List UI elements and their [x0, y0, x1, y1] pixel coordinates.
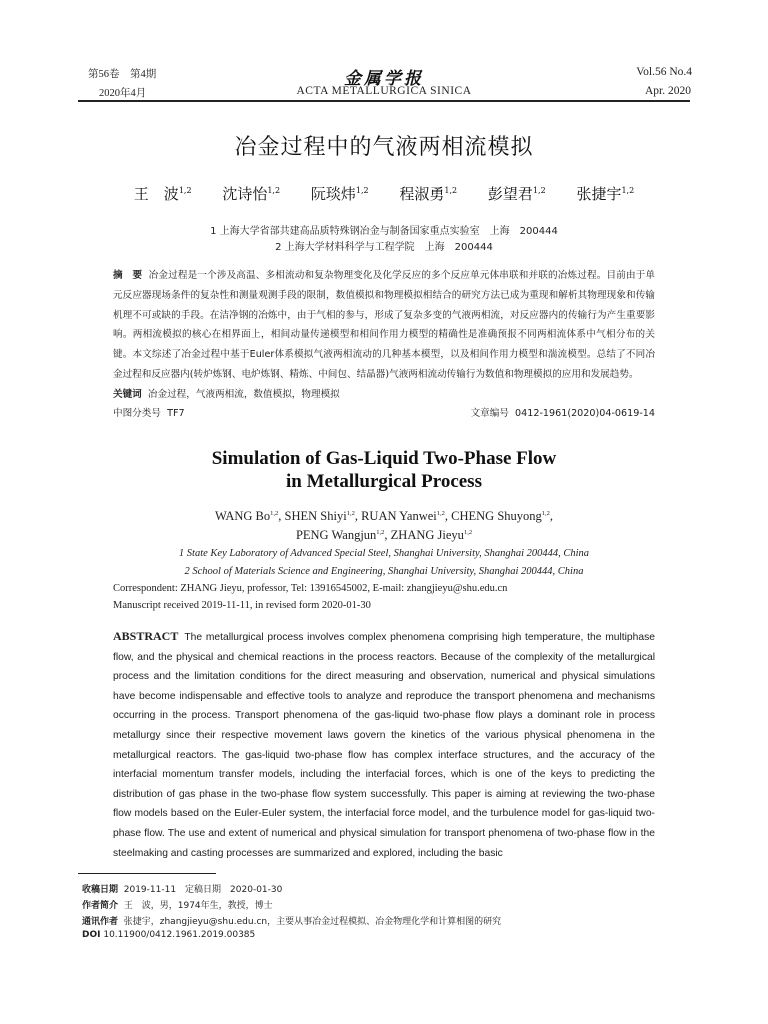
author-cn: 张捷宇$^{1,2}$	[576, 185, 635, 203]
journal-logo: 金属学报	[344, 69, 424, 89]
keywords-cn-text: 冶金过程，气液两相流，数值模拟，物理模拟	[147, 388, 340, 400]
header-rule	[78, 100, 690, 102]
abstract-cn	[113, 266, 655, 405]
manuscript-dates: Manuscript received 2019-11-11, in revised form 2020-01-30	[113, 600, 371, 611]
footnote-doi: DOI 10.11900/0412.1961.2019.00385	[82, 930, 256, 940]
classification-label: 中图分类号	[113, 408, 161, 419]
author-cn: 沈诗怡$^{1,2}$	[222, 185, 281, 203]
abstract-en-label: ABSTRACT	[113, 629, 179, 643]
article-number: 文章编号 0412-1961(2020)04-0619-14	[470, 408, 655, 419]
affiliation-cn-1: 1 上海大学省部共建高品质特殊钢冶金与制备国家重点实验室 上海 200444	[210, 226, 558, 237]
volume-issue-en: Vol.56 No.4	[636, 66, 692, 78]
title-cn: 冶金过程中的气液两相流模拟	[234, 135, 534, 160]
title-en-line1: Simulation of Gas-Liquid Two-Phase Flow	[211, 448, 557, 469]
journal-name: ACTA METALLURGICA SINICA	[296, 85, 472, 97]
affiliation-en-1: 1 State Key Laboratory of Advanced Special Steel, Shanghai University, Shanghai 200444, China	[178, 548, 590, 559]
affiliation-en-2: 2 School of Materials Science and Engineering, Shanghai University, Shanghai 200444, China	[184, 566, 584, 577]
abstract-en	[113, 627, 655, 863]
classification-value: TF7	[167, 408, 185, 419]
abstract-en-text: The metallurgical process involves complex phenomena comprising high temperature, the multiphase flow, and the physical and chemical reactions in the process reactors. Because of the complexity of the metallurgical process and the limitation conditions for the direct measuring and observation, numerical and physical simulations have become indispensable and effective tools to analyze and reproduce the transport phenomena and mechanisms occurring in the process. Transport phenomena of the gas-liquid two-phase flow plays a dominant role in process metallurgy since their respective movement laws govern the kinetics of the various physical phenomena in the metallurgical reactors. The gas-liquid two-phase flow has complex interface structures, and the accuracy of the interfacial momentum transfer models, including the interfacial forces, which is one of the keys to predicting the distribution of gas phase in the two-phase flow system successfully. This paper is aiming at reviewing the two-phase flow models based on the Euler-Euler system, the interfacial force model, and the turbulence model for gas-liquid two-phase flow. The use and extent of numerical and physical simulation for transport phenomena of two-phase flow in the steelmaking and casting processes are summarized and explored, including the basic	[113, 632, 655, 859]
author-cn: 王 波$^{1,2}$	[133, 185, 192, 203]
affiliation-cn-2: 2 上海大学材料科学与工程学院 上海 200444	[275, 242, 493, 253]
footnote-author-intro: 作者简介 王 波，男，1974年生，教授，博士	[82, 901, 273, 911]
keywords-cn-label: 关键词	[113, 388, 142, 400]
title-en-line2: in Metallurgical Process	[286, 471, 482, 492]
correspondent: Correspondent: ZHANG Jieyu, professor, Tel: 13916545002, E-mail: zhangjieyu@shu.edu.cn	[113, 583, 508, 594]
footnote-corresponding: 通讯作者 张捷宇，zhangjieyu@shu.edu.cn，主要从事冶金过程模拟、冶金物理化学和计算相图的研究	[82, 917, 502, 927]
authors-en-line2: PENG Wangjun$^{1,2}$, ZHANG Jieyu$^{1,2}$	[295, 528, 473, 542]
author-cn: 阮琰炜$^{1,2}$	[310, 185, 369, 203]
footnote-received: 收稿日期 2019-11-11 定稿日期 2020-01-30	[82, 885, 283, 895]
abstract-cn-text: 冶金过程是一个涉及高温、多相流动和复杂物理变化及化学反应的多个反应单元体串联和并联的冶炼过程。目前由于单元反应器现场条件的复杂性和测量观测手段的限制，数值模拟和物理模拟相结合的研究方法已成为重现和解析其物理现象和传输机理不可或缺的手段。在洁净钢的冶炼中，由于气相的参与，形成了复杂多变的气液两相流，对反应器内的传输行为产生重要影响。两相流模拟的核心在相界面上，相间动量传递模型和相间作用力模型的精确性是准确预报不同两相流体系中气相分布的关键。本文综述了冶金过程中基于Euler体系模拟气液两相流动的几种基本模型，以及相间作用力模型和湍流模型。总结了不同冶金过程和反应器内(转炉炼钢、电炉炼钢、精炼、中间包、结晶器)气液两相流动传输行为数值和物理模拟的应用和发展趋势。	[113, 270, 656, 380]
classification-row	[113, 405, 655, 419]
author-cn: 彭望君$^{1,2}$	[487, 185, 546, 203]
abstract-cn-label: 摘 要	[113, 270, 143, 281]
authors-en-line1: WANG Bo$^{1,2}$, SHEN Shiyi$^{1,2}$, RUAN Yanwei$^{1,2}$, CHENG Shuyong$^{1,2}$,	[214, 509, 554, 523]
authors-cn	[0, 183, 768, 204]
date-en: Apr. 2020	[645, 85, 691, 97]
date-cn: 2020年4月	[99, 88, 147, 99]
footnote-rule	[78, 873, 216, 874]
volume-issue-cn: 第56卷 第4期	[88, 69, 157, 80]
author-cn: 程淑勇$^{1,2}$	[399, 185, 458, 203]
title-en	[0, 447, 768, 493]
